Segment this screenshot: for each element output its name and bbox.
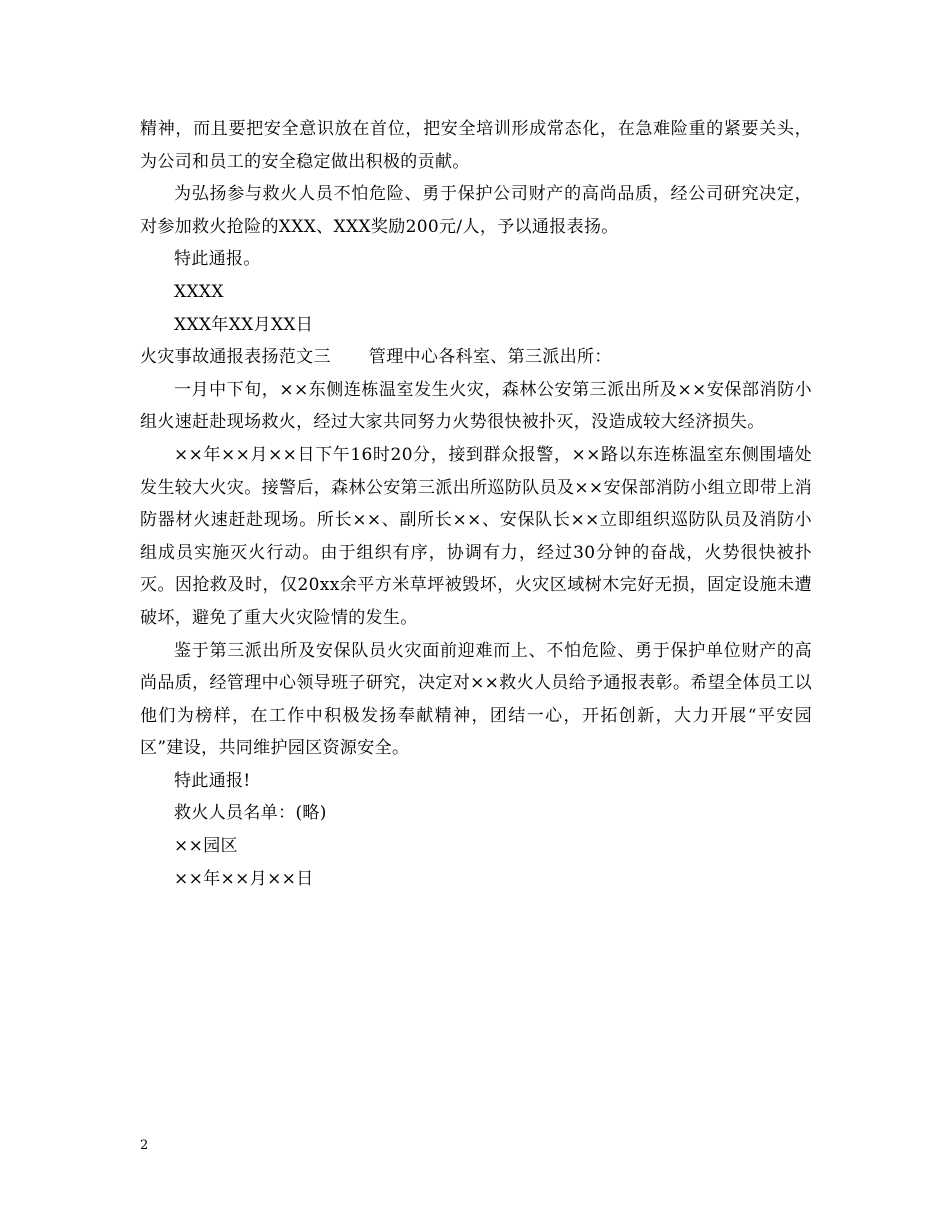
paragraph-closing-notice-2: 特此通报! [174,770,251,791]
paragraph-signature-org: XXXX [174,281,224,302]
paragraph-commendation: 鉴于第三派出所及安保队员火灾面前迎难而上、不怕危险、勇于保护单位财产的高尚品质，经管理中心领导班子研究，决定对××救火人员给予通报表彰。希望全体员工以他们为榜样，在工作中积极发扬奉献精神，团结一心，开拓创新，大力开展“平安园区”建设，共同维护园区资源安全。 [140,640,812,759]
paragraph-commendation-decision: 为弘扬参与救火人员不怕危险、勇于保护公司财产的高尚品质，经公司研究决定，对参加救火抢险的XXX、XXX奖励200元/人，予以通报表扬。 [140,184,812,237]
page-number: 2 [140,1138,149,1153]
paragraph-incident-summary: 一月中下旬，××东侧连栋温室发生火灾，森林公安第三派出所及××安保部消防小组火速赶赴现场救火，经过大家共同努力火势很快被扑灭，没造成较大经济损失。 [140,379,812,433]
document-body [140,113,812,895]
paragraph-incident-details: ××年××月××日下午16时20分，接到群众报警，××路以东连栋温室东侧围墙处发生较大火灾。接警后，森林公安第三派出所巡防队员及××安保部消防小组立即带上消防器材火速赶赴现场。所长××、副所长××、安保队长××立即组织巡防队员及消防小组成员实施灭火行动。由于组织有序，协调有力，经过30分钟的奋战，火势很快被扑灭。因抢救及时，仅20xx余平方米草坪被毁坏，火灾区域树木完好无损，固定设施未遭破坏，避免了重大火灾险情的发生。 [140,444,812,628]
paragraph-personnel-list: 救火人员名单：(略) [174,803,327,824]
section-salutation: 管理中心各科室、第三派出所： [368,347,612,368]
paragraph-signature-date: XXX年XX月XX日 [174,314,314,335]
section-heading-line [140,341,812,374]
paragraph-signature-org-2: ××园区 [174,836,238,857]
paragraph-signature-date-2: ××年××月××日 [174,868,314,889]
paragraph-continuation: 精神，而且要把安全意识放在首位，把安全培训形成常态化，在急难险重的紧要关头，为公司和员工的安全稳定做出积极的贡献。 [140,119,812,172]
paragraph-closing-notice: 特此通报。 [174,249,261,270]
section-title: 火灾事故通报表扬范文三 [140,347,331,368]
